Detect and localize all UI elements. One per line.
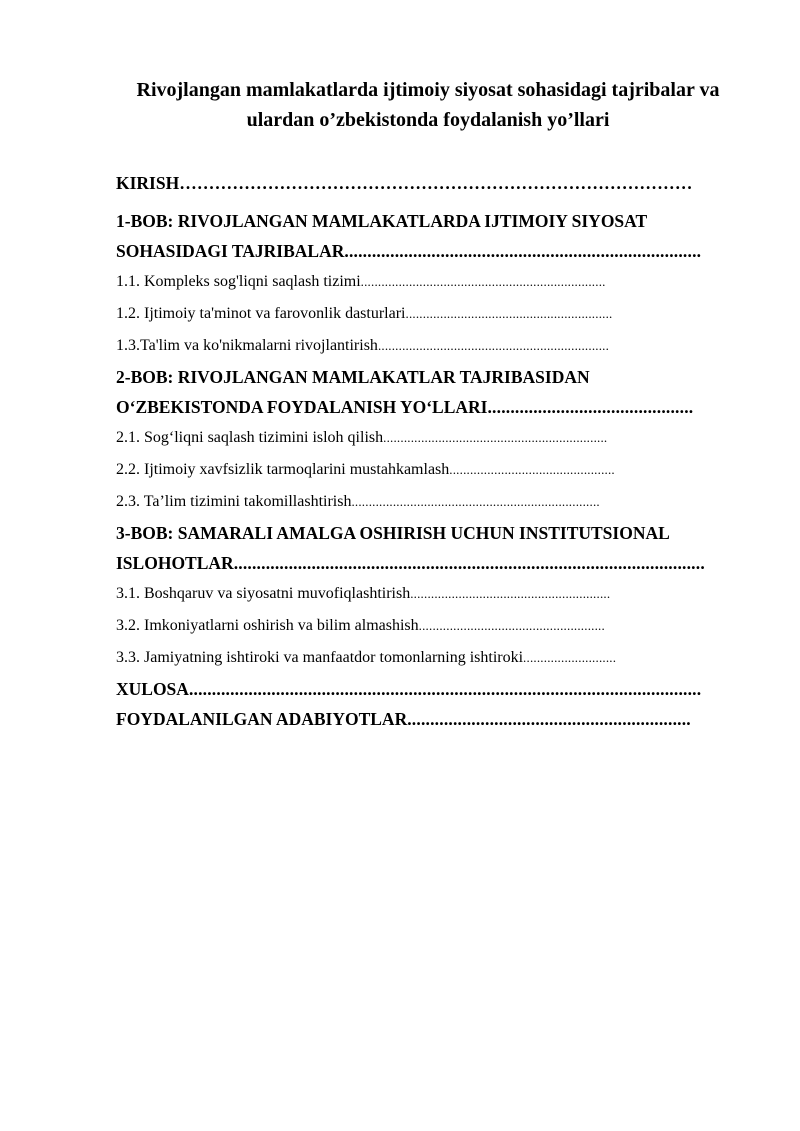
title-line-2: ulardan o’zbekistonda foydalanish yo’llari (246, 109, 610, 131)
toc-chapter-1-line-2 (116, 236, 736, 266)
toc-section-label: 1.3.Ta'lim va ko'nikmalarni rivojlantirish (116, 337, 378, 354)
document-title (100, 75, 756, 135)
toc-entry-kirish (116, 168, 736, 206)
toc-chapter-title: 3-BOB: SAMARALI AMALGA OSHIRISH UCHUN INSTITUTSIONAL (116, 523, 670, 543)
toc-section-label: 1.1. Kompleks sog'liqni saqlash tizimi (116, 273, 361, 290)
toc-leader-dots: ....................................................................... (360, 274, 606, 289)
toc-entry-label: FOYDALANILGAN ADABIYOTLAR (116, 709, 408, 729)
toc-section-1-1 (116, 266, 736, 298)
toc-section-label: 2.2. Ijtimoiy xavfsizlik tarmoqlarini mustahkamlash (116, 461, 450, 478)
toc-leader-dots: ....................................................................................................... (233, 553, 705, 573)
toc-entry-label: KIRISH (116, 173, 180, 193)
toc-leader-dots: ........................... (523, 650, 617, 665)
toc-section-2-3 (116, 486, 736, 518)
table-of-contents (116, 168, 736, 734)
toc-leader-dots: ................................................................................................................ (188, 679, 702, 699)
toc-section-3-3 (116, 642, 736, 674)
toc-leader-dots: .............................................................................. (344, 241, 702, 261)
toc-chapter-title: SOHASIDAGI TAJRIBALAR (116, 241, 345, 261)
toc-entry-xulosa (116, 674, 736, 704)
toc-leader-dots: ................................................ (449, 462, 615, 477)
toc-leader-dots: .............................................................. (407, 709, 691, 729)
toc-section-label: 3.1. Boshqaruv va siyosatni muvofiqlashtirish (116, 585, 411, 602)
toc-chapter-1-line-1 (116, 206, 736, 236)
toc-leader-dots: ................................................................. (383, 430, 608, 445)
toc-leader-dots: ...................................................... (418, 618, 605, 633)
toc-section-1-2 (116, 298, 736, 330)
toc-chapter-2-line-2 (116, 392, 736, 422)
toc-section-label: 3.2. Imkoniyatlarni oshirish va bilim almashish (116, 617, 419, 634)
toc-section-label: 2.1. Sog‘liqni saqlash tizimini isloh qilish (116, 429, 384, 446)
toc-section-label: 2.3. Ta’lim tizimini takomillashtirish (116, 493, 352, 510)
title-line-1: Rivojlangan mamlakatlarda ijtimoiy siyosat sohasidagi tajribalar va (136, 79, 720, 101)
toc-section-3-1 (116, 578, 736, 610)
toc-leader-dots: ................................................................... (377, 338, 610, 353)
toc-section-2-1 (116, 422, 736, 454)
toc-section-label: 1.2. Ijtimoiy ta'minot va farovonlik dasturlari (116, 305, 406, 322)
toc-chapter-3-line-2 (116, 548, 736, 578)
toc-section-2-2 (116, 454, 736, 486)
toc-chapter-title: O‘ZBEKISTONDA FOYDALANISH YO‘LLARI (116, 397, 488, 417)
toc-chapter-title: 1-BOB: RIVOJLANGAN MAMLAKATLARDA IJTIMOIY SIYOSAT (116, 211, 648, 231)
toc-leader-dots: ............................................................ (405, 306, 613, 321)
toc-section-3-2 (116, 610, 736, 642)
toc-entry-label: XULOSA (116, 679, 189, 699)
toc-chapter-title: ISLOHOTLAR (116, 553, 234, 573)
toc-leader-dots: …………………………………………………………………………… (179, 173, 693, 193)
toc-chapter-3-line-1 (116, 518, 736, 548)
toc-leader-dots: ............................................. (487, 397, 694, 417)
toc-section-1-3 (116, 330, 736, 362)
toc-leader-dots: .......................................................... (410, 586, 611, 601)
toc-section-label: 3.3. Jamiyatning ishtiroki va manfaatdor tomonlarning ishtiroki (116, 649, 524, 666)
toc-leader-dots: ........................................................................ (351, 494, 600, 509)
toc-entry-adabiyotlar (116, 704, 736, 734)
toc-chapter-title: 2-BOB: RIVOJLANGAN MAMLAKATLAR TAJRIBASIDAN (116, 367, 590, 387)
toc-chapter-2-line-1 (116, 362, 736, 392)
